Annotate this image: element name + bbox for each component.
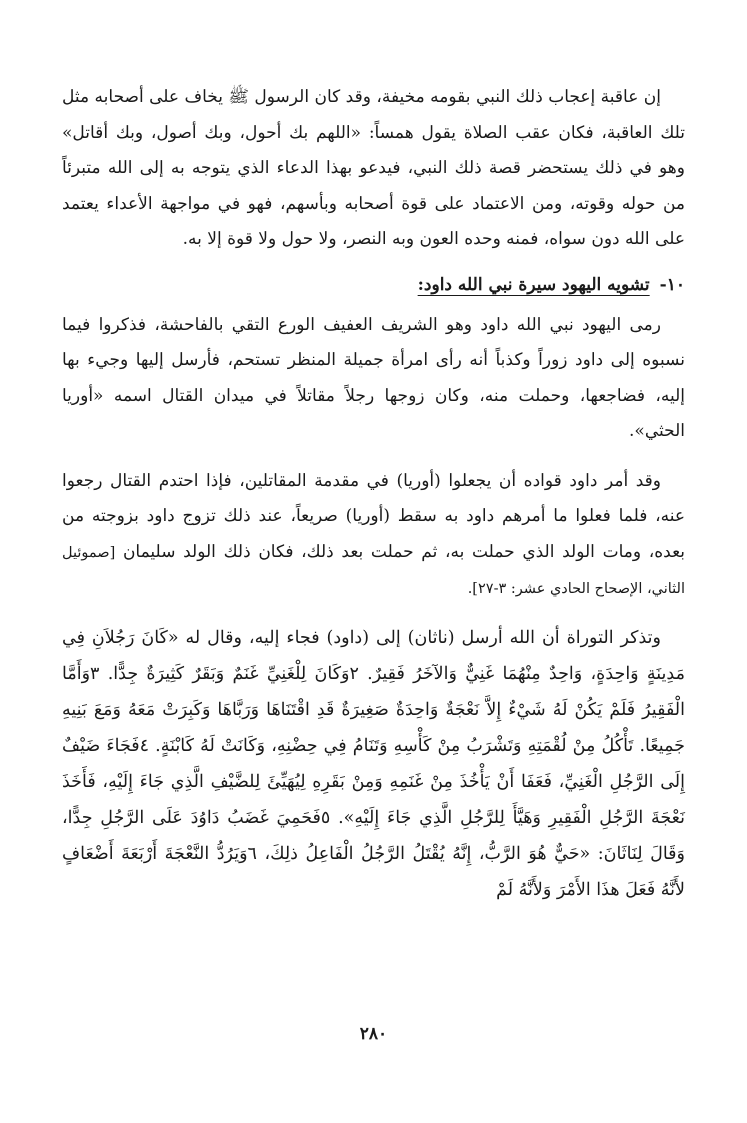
page-number: ٢٨٠ [359, 1024, 388, 1044]
paragraph-4 [62, 620, 685, 908]
section-heading [62, 268, 685, 302]
paragraph-4-intro: وتذكر التوراة أن الله أرسل (ناثان) إلى (داود) فجاء إليه، وقال له « [167, 627, 661, 648]
paragraph-1: إن عاقبة إعجاب ذلك النبي بقومه مخيفة، وقد كان الرسول ﷺ يخاف على أصحابه مثل تلك العاقبة، فكان عقب الصلاة يقول همساً: «اللهم بك أحول، وبك أصول، وبك أقاتل» وهو في ذلك يستحضر قصة ذلك النبي، فيدعو بهذا الدعاء الذي يتوجه به إلى الله متبرئاً من حوله وقوته، ومن الاعتماد على قوة أصحابه وبأسهم، فهو في مواجهة الأعداء يعتمد على الله دون سواه، فمنه وحده العون وبه النصر، ولا حول ولا قوة إلا به. [62, 87, 685, 249]
bible-reference: [صموئيل الثاني، الإصحاح الحادي عشر: ٣-٢٧]. [62, 544, 685, 597]
section-number: ١٠- [659, 274, 685, 295]
paragraph-3 [62, 464, 685, 608]
section-title: تشويه اليهود سيرة نبي الله داود: [417, 274, 650, 295]
scripture-quote: كَانَ رَجُلاَنِ فِي مَدِينَةٍ وَاحِدَةٍ، وَاحِدٌ مِنْهُمَا غَنِيٌّ وَالآخَرُ فَقِيرٌ. ٢وَكَانَ لِلْغَنِيِّ غَنَمٌ وَبَقَرٌ كَثِيرَةٌ جِدًّا. ٣وَأَمَّا الْفَقِيرُ فَلَمْ يَكُنْ لَهُ شَيْءٌ إِلاَّ نَعْجَةٌ وَاحِدَةٌ صَغِيرَةٌ قَدِ اقْتَنَاهَا وَرَبَّاهَا وَكَبِرَتْ مَعَهُ وَمَعَ بَنِيهِ جَمِيعًا. تَأْكُلُ مِنْ لُقْمَتِهِ وَتَشْرَبُ مِنْ كَأْسِهِ وَتَنَامُ فِي حِضْنِهِ، وَكَانَتْ لَهُ كَابْنَةٍ. ٤فَجَاءَ ضَيْفٌ إِلَى الرَّجُلِ الْغَنِيِّ، فَعَفَا أَنْ يَأْخُذَ مِنْ غَنَمِهِ وَمِنْ بَقَرِهِ لِيُهَيِّئَ لِلضَّيْفِ الَّذِي جَاءَ إِلَيْهِ، فَأَخَذَ نَعْجَةَ الرَّجُلِ الْفَقِيرِ وَهَيَّأَ لِلرَّجُلِ الَّذِي جَاءَ إِلَيْهِ». ٥فَحَمِيَ غَضَبُ دَاوُدَ عَلَى الرَّجُلِ جِدًّا، وَقَالَ لِنَاثَانَ: «حَيٌّ هُوَ الرَّبُّ، إِنَّهُ يُقْتَلُ الرَّجُلُ الْفَاعِلُ ذلِكَ، ٦وَيَرُدُّ النَّعْجَةَ أَرْبَعَةَ أَضْعَافٍ لأَنَّهُ فَعَلَ هذَا الأَمْرَ وَلأَنَّهُ لَمْ [62, 627, 685, 900]
paragraph-2: رمى اليهود نبي الله داود وهو الشريف العفيف الورع التقي بالفاحشة، فذكروا فيما نسبوه إلى داود زوراً وكذباً أنه رأى امرأة جميلة المنظر تستحم، فأرسل إليها وجيء بها إليه، فضاجعها، وحملت منه، وكان زوجها رجلاً مقاتلاً في ميدان القتال اسمه «أوريا الحثي». [62, 314, 685, 441]
paragraph-3-text: وقد أمر داود قواده أن يجعلوا (أوريا) في مقدمة المقاتلين، فإذا احتدم القتال رجعوا عنه، فلما فعلوا ما أمرهم داود به سقط (أوريا) صريعاً، عند ذلك تزوج داود بزوجته من بعده، ومات الولد الذي حملت به، ثم حملت بعد ذلك، فكان ذلك الولد سليمان [62, 470, 686, 562]
